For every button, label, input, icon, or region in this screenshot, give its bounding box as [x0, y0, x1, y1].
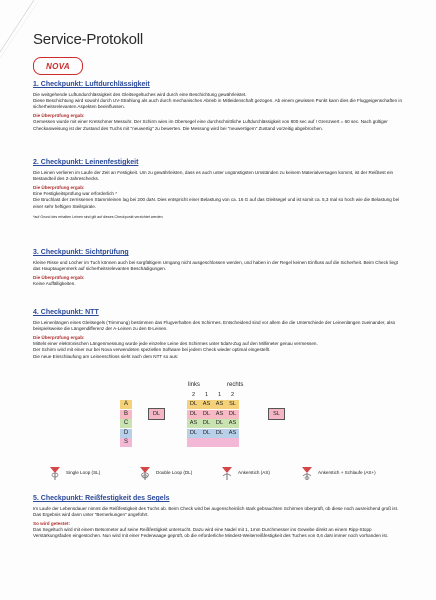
table-cell: AS [226, 419, 239, 428]
table-cell [213, 438, 226, 447]
paragraph: Im Laufe der Lebensdauer nimmt die Reißfestigkeit des Tuchs ab. Beim Check wird bei augenscheinlich stark gebrauchten Schirmen überprüft, ob diese noch ausreichend groß ist. Das Ergebnis wird dann unter "Bemerkungen" angeführt. [33, 506, 399, 518]
table-cell: AS [200, 400, 214, 409]
section-air-permeability [33, 82, 405, 132]
table-cell: DL [187, 410, 200, 419]
table-cell: DL [213, 419, 226, 428]
table-cell: AS [213, 410, 226, 419]
row-letter: S [120, 438, 132, 447]
result-label: Die Überprüfung ergab: [33, 335, 85, 341]
paragraph: Diese Beschichtung wird sowohl durch UV-Strahlung als auch durch mechanischen Abrieb in Mitleidenschaft gezogen. Ab einem gewissen Punkt kann dies die Fluggeigenschaften in sicherheitsrelevanten Aspekten beeinflussen. [33, 98, 402, 110]
section-heading: 3. Checkpunkt: Sichtprüfung [33, 249, 129, 256]
legend-double-loop: Double Loop (DL) [138, 463, 192, 483]
result-text: Die Bruchlast der zerrissenen Stammleinen lag bei 200 daN. Dies entspricht einer Belastung von ca. 16 G auf das Gleitsegel und ist somit ca. 5,3 mal so hoch wie die Belastung bei einer sehr heftigen Steilspirale. [33, 197, 400, 209]
section-ntt [33, 310, 405, 360]
section-heading: 4. Checkpunkt: NTT [33, 309, 99, 316]
column-header: 1 [204, 392, 209, 398]
nova-logo: NOVA [33, 57, 83, 75]
row-letter: C [120, 419, 132, 428]
table-cell: SL [226, 400, 239, 409]
paragraph: Die Leinenlängen eines Gleitsegels (Trimmung) bestimmen das Flugverhalten des Schirmes. Entscheidend sind vor allem die die Unterschiede der Leinenlängen zueinander, also beispielsweise die Längendifferenz der A-Leinen zu den B-Leinen. [33, 320, 396, 332]
result-label: Die Überprüfung ergab: [33, 275, 85, 281]
section-heading: 5. Checkpunkt: Reißfestigkeit des Segels [33, 495, 170, 502]
result-text: Der Schirm wird mit einer nur bei Nova verwendeten speziellen Software bei jedem Check wieder optimal eingestellt. [33, 347, 271, 353]
column-header: 2 [230, 392, 235, 398]
section-heading: 1. Checkpunkt: Luftdurchlässigkeit [33, 81, 150, 88]
result-text: Das Segeltuch wird mit einem Betsometer auf seine Reißfestigkeit untersucht. Dazu wird eine Nadel mit 1, 1mm Durchmesser ins Gewebe direkt an einem Ripp-Stopp Verstärkungsfaden eingestochen. Nun wird mit einer Federwaage geprüft, ob die erforderliche Mindest-Weiterreißfestigkeit des Tuches von 0,6 daN immer noch vorhanden ist. [33, 527, 389, 539]
footnote: *auf Grund des erhalten Leinen sind gilt auf dieses Checkpunkt verzichtet werden [33, 214, 163, 219]
table-cell: DL [187, 429, 200, 438]
result-label: Die Überprüfung ergab: [33, 113, 85, 119]
legend-single-loop: Single Loop (SL) [48, 463, 100, 483]
row-letter: D [120, 429, 132, 438]
column-header: 2 [191, 392, 196, 398]
table-right-label: rechts [227, 382, 244, 388]
left-riser-box: DL [148, 408, 165, 420]
table-cell: DL [226, 410, 239, 419]
page-title: Service-Protokoll [33, 31, 143, 48]
result-text: Die neue Einschlaufung am Leinenschloss sieht nach dem NTT so aus: [33, 353, 179, 359]
result-label: So wird getestet: [33, 521, 71, 527]
table-cell: DL [187, 400, 200, 409]
result-text: Mittels einer elektronischen Längenmessung wurde jede einzelne Leine des Schirmes unter 5daN-Zug auf den Millimeter genau vermessen. [33, 341, 318, 347]
legend-anchor-hitch: Ankerstich (AS) [220, 463, 270, 483]
double-loop-icon [138, 465, 152, 481]
table-cell: DL [213, 429, 226, 438]
row-letter: A [120, 400, 132, 409]
table-cell: AS [187, 419, 200, 428]
result-label: Die Überprüfung ergab: [33, 185, 85, 191]
section-tear-strength [33, 496, 405, 540]
section-line-strength [33, 160, 405, 220]
section-visual-inspection [33, 250, 405, 287]
paragraph: Kleine Risse und Löcher im Tuch können auch bei sorgfältigem Umgang nicht ausgeschlossen werden, und haben in der Regel keinen Einfluss auf die Sicherheit. Beim Check liegt das Hauptaugenmerk auf sicherheitsrelevanten Beschädigungen. [33, 260, 398, 272]
table-cell: AS [226, 429, 239, 438]
table-cell: DL [200, 410, 214, 419]
paragraph: Die weitgehende Luftundurchlässigkeit des Gleitsegeltuches wird durch eine Beschichtung gewährleistet. [33, 92, 247, 98]
single-loop-icon [48, 465, 62, 481]
legend-anchor-hitch-loop: Ankerstich + Schlaufe (AS+) [300, 463, 376, 483]
row-letter: B [120, 410, 132, 419]
table-cell [187, 438, 200, 447]
table-cell: DL [200, 419, 214, 428]
table-cell: AS [213, 400, 226, 409]
anchor-hitch-loop-icon [300, 465, 314, 481]
table-cell [226, 438, 239, 447]
result-text: Keine Auffälligkeiten. [33, 281, 76, 287]
anchor-hitch-icon [220, 465, 234, 481]
table-cell [200, 438, 214, 447]
folded-corner-mark [0, 0, 40, 60]
result-text: Eine Festigkeitsprüfung war erforderlich * [33, 191, 118, 197]
table-left-label: links [188, 382, 201, 388]
paragraph: Die Leinen verlieren im Laufe der Zeit an Festigkeit. Um zu gewährleisten, dass es auch unter ungünstigsten Umständen zu keinem Materialversagen kommt, ist der Reißtest ein Bestandteil des 2-Jahreschecks. [33, 170, 394, 182]
column-header: 1 [217, 392, 222, 398]
result-text: Gemessen wurde mit einer Kretschmer Messuhr. Der Schirm wies im Obersegel eine durchschnittliche Luftdurchlässigkeit von 800 sec auf ! Grenzwert = 60 sec. Nach gültiger Checkanweisung ist der Zustand des Tuchs mit "neuwertig" zu bewerten. Die Messung wird bei "neuwertigem" Zustand vorzeitig abgebrochen. [33, 119, 388, 131]
right-riser-box: SL [268, 408, 285, 420]
table-cell: DL [200, 429, 214, 438]
section-heading: 2. Checkpunkt: Leinenfestigkeit [33, 159, 139, 166]
